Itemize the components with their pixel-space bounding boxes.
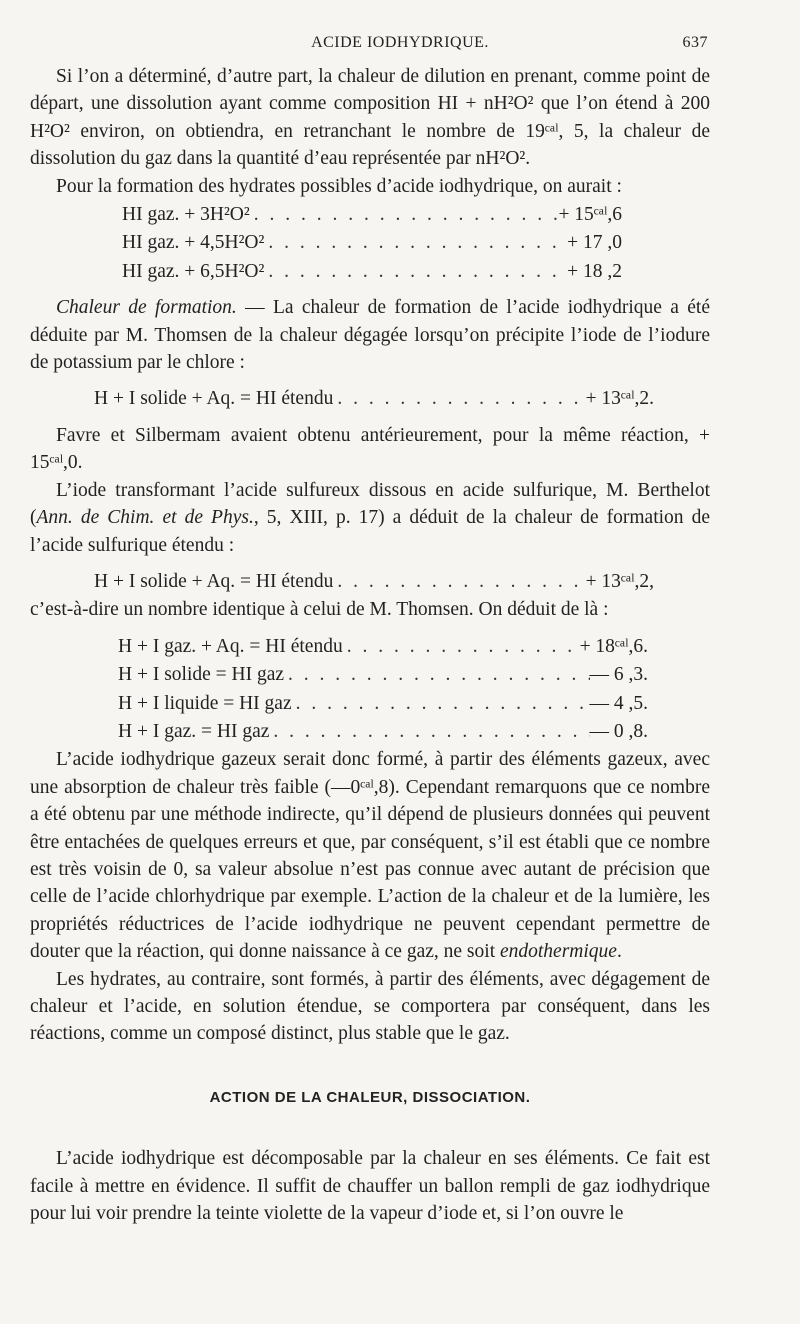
paragraph-berthelot — [30, 477, 710, 559]
paragraph-text: , 5, XIII, p. 17) a déduit de la chaleur de formation de l’acide sulfurique étendu : — [30, 507, 710, 556]
equation-value: + 18 ,2 — [567, 260, 622, 282]
berthelot-equation — [30, 568, 654, 595]
equation-line — [122, 229, 622, 256]
paragraph-conclusion-intro: c’est-à-dire un nombre identique à celui de M. Thomsen. On déduit de là : — [30, 599, 609, 621]
equation-value: + 15ᶜᵃˡ,6 — [558, 204, 622, 226]
paragraph-text: L’acide iodhydrique gazeux serait donc formé, à partir des éléments gazeux, avec une absorption de chaleur très faible (—0ᶜᵃˡ,8). Cependant remarquons que ce nombre a été obtenu par une méthode indirecte, qu’il dépend de plusieurs données qui peuvent être entachées de quelques erreurs et que, par conséquent, s’il est établi que ce nombre est très voisin de 0, sa valeur absolue n’est pas connue avec autant de précision que celle de l’acide chlorhydrique par exemple. L’action de la chaleur et de la lumière, les propriétés réductrices de l’acide iodhydrique ne peuvent cependant permettre de douter que la réaction, qui donne naissance à ce gaz, ne soit — [30, 749, 710, 963]
leader-dots — [343, 633, 580, 660]
page-number: 637 — [682, 34, 708, 51]
equation-value: — 0 ,8. — [589, 720, 648, 742]
leader-dots — [264, 258, 567, 285]
equation-value: + 13ᶜᵃˡ,2. — [585, 388, 654, 410]
equation-line — [118, 661, 648, 688]
run-in-heading: Chaleur de formation. — [56, 297, 237, 319]
equation-lhs: HI gaz. + 3H²O² — [122, 204, 250, 226]
paragraph-text: . — [616, 941, 622, 963]
paragraph-endothermic — [30, 746, 710, 965]
hydrates-equations — [30, 201, 622, 285]
equation-lhs: H + I solide + Aq. = HI étendu — [94, 570, 334, 592]
paragraph-heat-of-formation — [30, 294, 710, 376]
paragraph-text: — La chaleur de formation de l’acide iodhydrique a été déduite par M. Thomsen de la chaleur dégagée lorsqu’on précipite l’iode de l’iodure de potassium par le chlore : — [30, 297, 711, 374]
leader-dots — [284, 661, 589, 688]
equation-line — [94, 385, 654, 412]
paragraph-decomposition: L’acide iodhydrique est décomposable par la chaleur en ses éléments. Ce fait est facile à mettre en évidence. Il suffit de chauffer un ballon rempli de gaz iodhydrique pour lui voir prendre la teinte violette de la vapeur d’iode et, si l’on ouvre le — [30, 1148, 710, 1225]
leader-dots — [264, 229, 567, 256]
page-body — [30, 63, 710, 1227]
equation-lhs: HI gaz. + 6,5H²O² — [122, 260, 265, 282]
equation-lhs: H + I liquide = HI gaz — [118, 692, 292, 714]
paragraph-favre: Favre et Silbermam avaient obtenu antérieurement, pour la même réaction, + 15ᶜᵃˡ,0. — [30, 424, 710, 474]
leader-dots — [269, 718, 589, 745]
equation-lhs: H + I gaz. = HI gaz — [118, 720, 270, 742]
equation-line — [94, 568, 654, 595]
equation-value: + 13ᶜᵃˡ,2, — [585, 570, 654, 592]
equation-value: — 6 ,3. — [589, 664, 648, 686]
running-title: ACIDE IODHYDRIQUE. — [311, 34, 489, 51]
thomsen-equation — [30, 385, 654, 412]
equation-lhs: HI gaz. + 4,5H²O² — [122, 232, 265, 254]
equation-value: + 18ᶜᵃˡ,6. — [579, 635, 648, 657]
equation-line — [122, 258, 622, 285]
equation-line — [118, 718, 648, 745]
journal-reference: Ann. de Chim. et de Phys. — [36, 507, 254, 529]
page-header — [0, 34, 800, 54]
paragraph-hydrates-stability: Les hydrates, au contraire, sont formés, à partir des éléments, avec dégagement de chaleur et l’acide, en solution étendue, se comportera par conséquent, dans les réactions, comme un composé distinct, plus stable que le gaz. — [30, 968, 710, 1045]
emphasis: endothermique — [499, 941, 617, 963]
equation-value: — 4 ,5. — [589, 692, 648, 714]
paragraph-dilution: Si l’on a déterminé, d’autre part, la chaleur de dilution en prenant, comme point de départ, une dissolution ayant comme composition HI + nH²O² que l’on étend à 200 H²O² environ, on obtiendra, en retranchant le nombre de 19ᶜᵃˡ, 5, la chaleur de dissolution du gaz dans la quantité d’eau représentée par nH²O². — [30, 66, 710, 170]
equation-line — [118, 633, 648, 660]
leader-dots — [333, 385, 585, 412]
equation-line — [118, 690, 648, 717]
equation-lhs: H + I solide + Aq. = HI étendu — [94, 388, 334, 410]
equation-lhs: H + I solide = HI gaz — [118, 664, 285, 686]
leader-dots — [333, 568, 585, 595]
section-heading: ACTION DE LA CHALEUR, DISSOCIATION. — [209, 1088, 531, 1106]
equation-line — [122, 201, 622, 228]
leader-dots — [292, 690, 590, 717]
equation-lhs: H + I gaz. + Aq. = HI étendu — [118, 635, 343, 657]
paragraph-hydrates-intro: Pour la formation des hydrates possibles d’acide iodhydrique, on aurait : — [56, 175, 622, 197]
equation-value: + 17 ,0 — [567, 232, 622, 254]
leader-dots — [250, 201, 559, 228]
derived-equations — [30, 633, 648, 746]
paragraph-text: L’iode transformant l’acide sulfureux dissous en acide sulfurique, M. Berthelot ( — [30, 479, 710, 529]
